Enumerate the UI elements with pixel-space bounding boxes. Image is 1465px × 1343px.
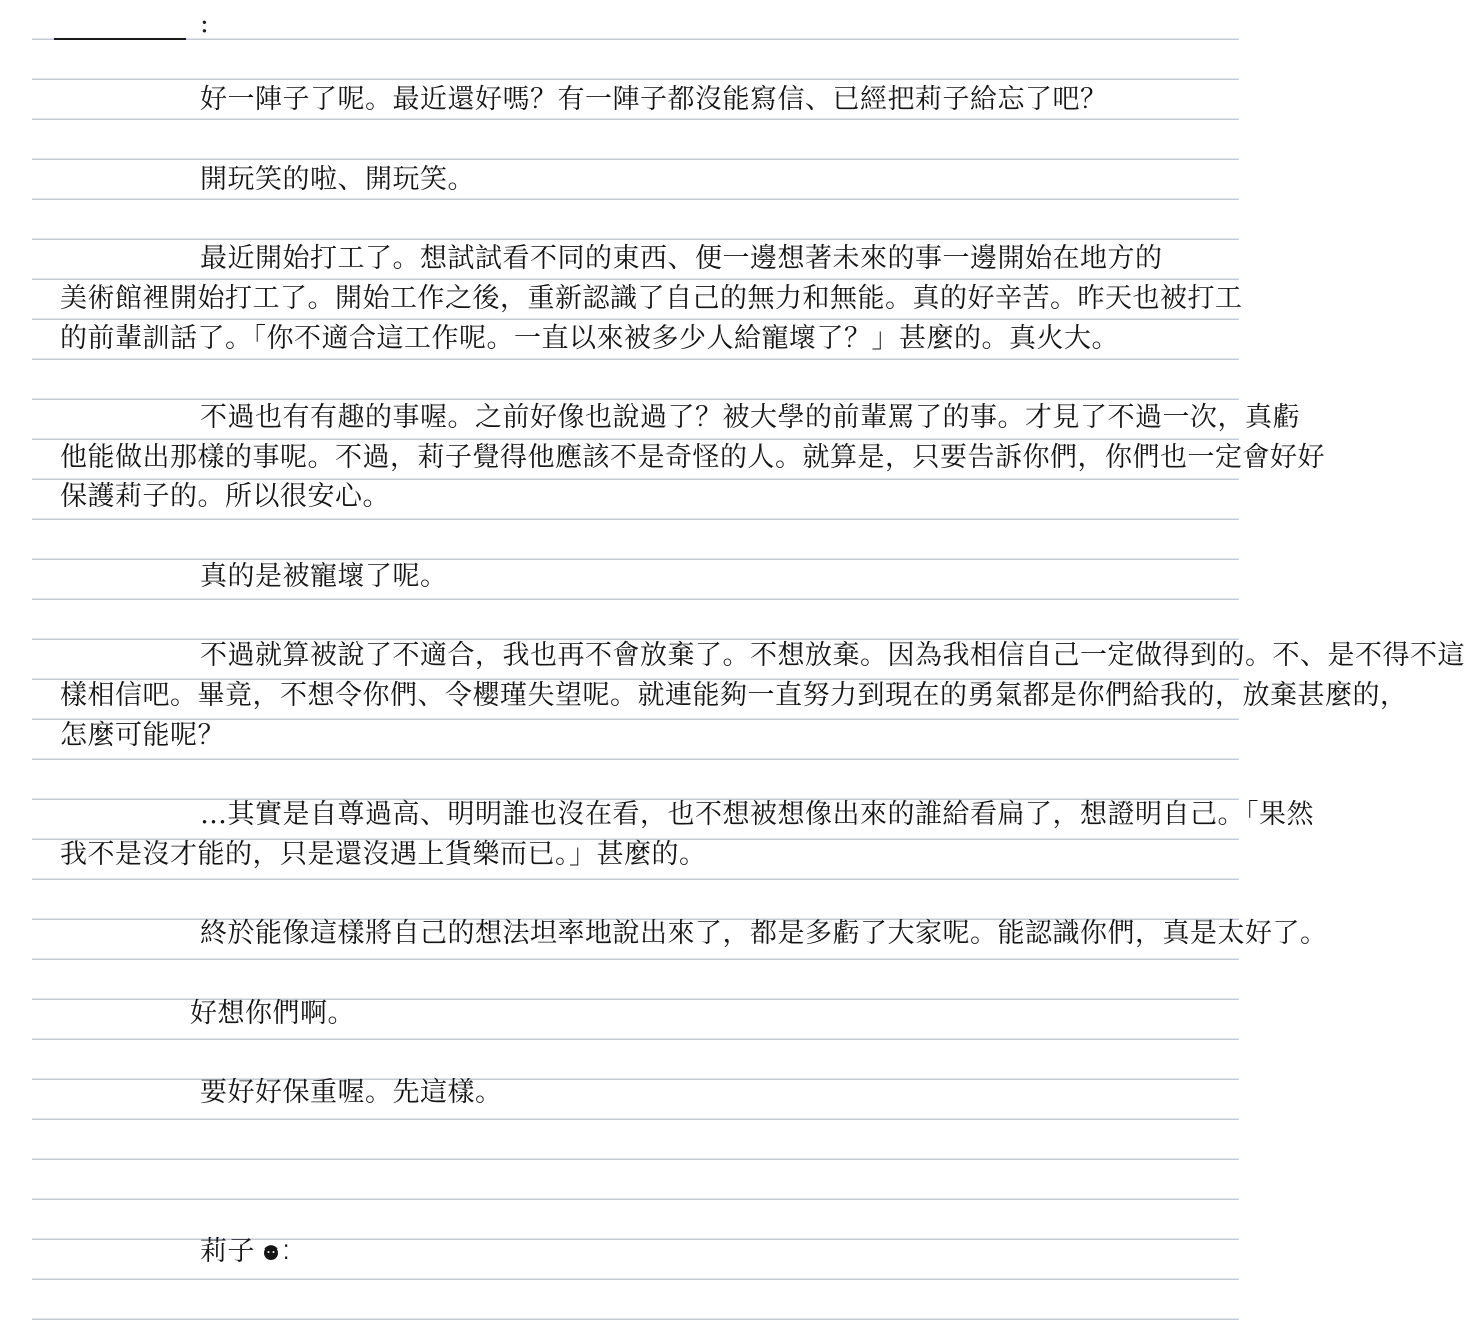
letter-line-9: 真的是被寵壞了呢。	[200, 561, 448, 592]
letter-line-5: 的前輩訓話了。「你不適合這工作呢。一直以來被多少人給寵壞了？」甚麼的。真火大。	[60, 323, 1119, 354]
letter-line-10: 不過就算被說了不適合，我也再不會放棄了。不想放棄。因為我相信自己一定做得到的。不、是不得不這	[200, 640, 1465, 671]
smiley-face-icon	[262, 1243, 280, 1261]
salutation-blank-line	[54, 38, 186, 40]
letter-line-2: 開玩笑的啦、開玩笑。	[200, 164, 475, 195]
letter-line-17: 要好好保重喔。先這樣。	[200, 1077, 503, 1108]
letter-line-7: 他能做出那樣的事呢。不過，莉子覺得他應該不是奇怪的人。就算是，只要告訴你們，你們也一定會好好	[60, 442, 1325, 473]
letter-line-12: 怎麼可能呢？	[60, 720, 225, 751]
letter-line-1: 好一陣子了呢。最近還好嗎？有一陣子都沒能寫信、已經把莉子給忘了吧？	[200, 84, 1108, 115]
letter-line-3: 最近開始打工了。想試試看不同的東西、便一邊想著未來的事一邊開始在地方的	[200, 243, 1163, 274]
salutation-colon: :	[200, 9, 209, 39]
letter-line-16: 好想你們啊。	[190, 998, 355, 1029]
signature: 莉子	[200, 1236, 255, 1267]
letter-line-8: 保護莉子的。所以很安心。	[60, 481, 390, 512]
letter-line-15: 終於能像這樣將自己的想法坦率地說出來了，都是多虧了大家呢。能認識你們，真是太好了。	[200, 918, 1328, 949]
letter-line-11: 樣相信吧。畢竟，不想令你們、令櫻瑾失望呢。就連能夠一直努力到現在的勇氣都是你們給我的，放棄甚麼的，	[60, 680, 1408, 711]
letter-line-13: …其實是自尊過高、明明誰也沒在看，也不想被想像出來的誰給看扁了，想證明自己。「果然	[200, 799, 1314, 830]
letter-line-14: 我不是沒才能的，只是還沒遇上貨樂而已。」甚麼的。	[60, 839, 707, 870]
letter-line-4: 美術館裡開始打工了。開始工作之後，重新認識了自己的無力和無能。真的好辛苦。昨天也被打工	[60, 283, 1243, 314]
signature-dots: ⁚	[283, 1240, 290, 1264]
letter-line-6: 不過也有有趣的事喔。之前好像也說過了？被大學的前輩罵了的事。才見了不過一次，真虧	[200, 402, 1300, 433]
